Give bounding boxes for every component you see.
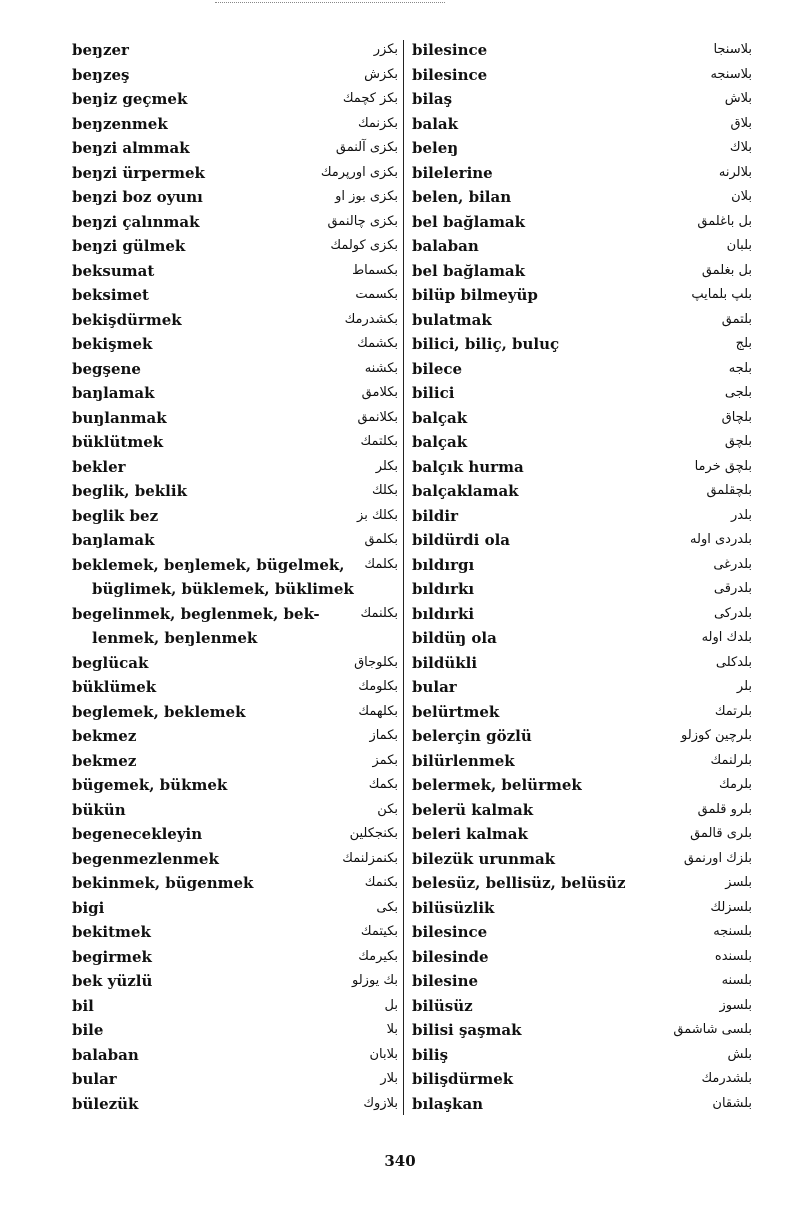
entry-latin: bekmez bbox=[72, 727, 137, 745]
entry-arabic: بکزنمك bbox=[357, 115, 398, 131]
dictionary-entry bbox=[72, 798, 398, 823]
dictionary-entry bbox=[72, 749, 398, 774]
entry-latin: begenecekleyin bbox=[72, 825, 203, 843]
dictionary-entry bbox=[412, 161, 752, 186]
dictionary-entry bbox=[72, 920, 398, 945]
entry-latin: bilaş bbox=[412, 90, 453, 108]
dictionary-entry bbox=[412, 38, 752, 63]
entry-arabic: بکزی اورپرمك bbox=[320, 164, 398, 180]
entry-latin: beglemek, beklemek bbox=[72, 702, 246, 721]
entry-arabic: بکی bbox=[376, 899, 398, 915]
entry-latin: bilece bbox=[412, 359, 463, 378]
entry-latin: beŋzenmek bbox=[72, 114, 168, 133]
entry-latin: bekişdürmek bbox=[72, 310, 182, 329]
entry-latin: beŋzi çalınmak bbox=[72, 212, 200, 231]
entry-latin: begşene bbox=[72, 359, 141, 378]
entry-arabic: بکیتمك bbox=[360, 924, 398, 939]
entry-latin: balçak bbox=[412, 408, 468, 427]
dictionary-entry bbox=[72, 259, 398, 284]
entry-latin: balaban bbox=[412, 237, 479, 255]
dictionary-entry bbox=[72, 822, 398, 847]
entry-latin: beŋzi gülmek bbox=[72, 237, 186, 255]
entry-latin: bile bbox=[72, 1021, 104, 1039]
entry-latin: bilesince bbox=[412, 65, 488, 84]
dictionary-entry bbox=[72, 406, 398, 431]
entry-latin: belermek, belürmek bbox=[412, 776, 582, 794]
entry-arabic: بلسی شاشمق bbox=[673, 1022, 752, 1037]
entry-latin: bilüp bilmeyüp bbox=[412, 286, 538, 304]
dictionary-entry bbox=[72, 847, 398, 872]
entry-latin: bükün bbox=[72, 800, 126, 819]
entry-latin: bildir bbox=[412, 506, 458, 525]
dictionary-entry bbox=[72, 969, 398, 994]
dictionary-entry bbox=[72, 161, 398, 186]
entry-arabic: بلجه bbox=[728, 360, 752, 376]
dictionary-entry bbox=[412, 822, 752, 847]
entry-latin: beŋiz geçmek bbox=[72, 90, 188, 108]
entry-latin: baŋlamak bbox=[72, 531, 155, 549]
dictionary-entry bbox=[72, 896, 398, 921]
dictionary-entry bbox=[72, 112, 398, 137]
entry-arabic: بکسمت bbox=[355, 287, 398, 302]
dictionary-entry bbox=[412, 896, 752, 921]
dictionary-entry bbox=[72, 87, 398, 112]
dictionary-entry bbox=[412, 528, 752, 553]
dictionary-entry bbox=[72, 626, 398, 651]
entry-arabic: بلبان bbox=[726, 238, 752, 253]
entry-arabic: بلر bbox=[736, 679, 752, 694]
entry-latin: beleri kalmak bbox=[412, 825, 528, 843]
entry-latin: bilezük urunmak bbox=[412, 849, 556, 868]
dictionary-entry bbox=[72, 675, 398, 700]
entry-latin: beŋzi ürpermek bbox=[72, 163, 205, 182]
entry-arabic: بکزی بوز او bbox=[335, 189, 398, 204]
entry-latin: belen, bilan bbox=[412, 188, 512, 206]
entry-latin: bigi bbox=[72, 898, 105, 917]
dictionary-entry bbox=[72, 700, 398, 725]
dictionary-entry bbox=[412, 1043, 752, 1068]
entry-latin: beksumat bbox=[72, 261, 155, 280]
entry-arabic: بکلوجاق bbox=[354, 654, 398, 670]
dictionary-entry bbox=[412, 63, 752, 88]
dictionary-entry bbox=[412, 234, 752, 259]
entry-latin: beksimet bbox=[72, 286, 149, 304]
entry-arabic: بل بغلمق bbox=[701, 262, 752, 278]
dictionary-entry bbox=[72, 1092, 398, 1117]
entry-arabic: بلسوز bbox=[719, 997, 752, 1013]
entry-arabic: بلدر bbox=[730, 507, 752, 523]
entry-arabic: بلشقان bbox=[712, 1095, 752, 1111]
entry-latin: bilelerine bbox=[412, 163, 493, 182]
entry-arabic: بلاسنجه bbox=[710, 66, 752, 82]
dictionary-entry bbox=[412, 357, 752, 382]
entry-latin: bildürdi ola bbox=[412, 531, 511, 549]
dictionary-entry bbox=[72, 1043, 398, 1068]
entry-arabic: بکلتمك bbox=[360, 434, 398, 449]
entry-arabic: بلابان bbox=[369, 1046, 398, 1062]
entry-latin: bılaşkan bbox=[412, 1094, 484, 1113]
dictionary-entry bbox=[72, 1067, 398, 1092]
entry-latin: büglimek, büklemek, büklimek bbox=[92, 580, 354, 598]
entry-arabic: بلسنجه bbox=[713, 924, 752, 939]
entry-latin: beklemek, beŋlemek, bügelmek, bbox=[72, 555, 345, 574]
dictionary-entry bbox=[412, 504, 752, 529]
entry-arabic: بك یوزلو bbox=[352, 973, 398, 988]
entry-latin: bek yüzlü bbox=[72, 972, 153, 990]
entry-arabic: بکیرمك bbox=[358, 948, 398, 964]
entry-arabic: بکز کچمك bbox=[342, 91, 398, 106]
entry-latin: bilesine bbox=[412, 972, 479, 990]
dictionary-entry bbox=[412, 773, 752, 798]
entry-latin: bular bbox=[412, 678, 457, 696]
dictionary-entry bbox=[72, 602, 398, 627]
entry-arabic: بلچق bbox=[724, 434, 752, 449]
entry-arabic: بلا bbox=[386, 1022, 398, 1037]
entry-arabic: بلاك bbox=[729, 140, 752, 155]
entry-latin: bular bbox=[72, 1070, 117, 1088]
dictionary-entry bbox=[72, 651, 398, 676]
entry-arabic: بکنمزلنمك bbox=[342, 850, 398, 866]
dictionary-entry bbox=[412, 1092, 752, 1117]
entry-latin: bilesince bbox=[412, 41, 488, 59]
entry-arabic: بکسماط bbox=[352, 262, 398, 278]
dictionary-entry bbox=[72, 479, 398, 504]
dictionary-entry bbox=[72, 871, 398, 896]
entry-arabic: بکزی آلنمق bbox=[335, 140, 398, 155]
dictionary-entry bbox=[412, 1018, 752, 1043]
entry-latin: bekitmek bbox=[72, 923, 151, 941]
entry-latin: belesüz, bellisüz, belüsüz bbox=[412, 874, 626, 892]
entry-arabic: بلازوك bbox=[363, 1095, 398, 1111]
dictionary-entry bbox=[412, 675, 752, 700]
entry-arabic: بکمز bbox=[372, 752, 398, 768]
entry-arabic: بل bbox=[384, 997, 398, 1013]
entry-latin: beŋzi boz oyunı bbox=[72, 188, 203, 206]
dictionary-entry bbox=[412, 577, 752, 602]
dictionary-entry bbox=[412, 381, 752, 406]
entry-arabic: بلان bbox=[731, 189, 752, 204]
entry-arabic: بکشدرمك bbox=[344, 311, 398, 327]
dictionary-entry bbox=[72, 773, 398, 798]
dictionary-entry bbox=[72, 504, 398, 529]
dictionary-entry bbox=[412, 430, 752, 455]
dictionary-entry bbox=[72, 136, 398, 161]
entry-arabic: بکشنه bbox=[364, 360, 398, 376]
entry-arabic: بلجی bbox=[724, 385, 752, 400]
entry-arabic: بلدردی اوله bbox=[690, 532, 752, 547]
dictionary-entry bbox=[72, 234, 398, 259]
dictionary-entry bbox=[412, 798, 752, 823]
dictionary-entry bbox=[72, 357, 398, 382]
entry-latin: bilüsüzlik bbox=[412, 898, 495, 917]
column-divider bbox=[403, 40, 404, 1115]
entry-latin: bıldırki bbox=[412, 604, 475, 623]
entry-latin: bilesince bbox=[412, 923, 488, 941]
entry-arabic: بلپ بلمایپ bbox=[691, 287, 752, 302]
entry-latin: bilürlenmek bbox=[412, 751, 515, 770]
entry-arabic: بکن bbox=[377, 801, 398, 817]
entry-latin: büklümek bbox=[72, 678, 157, 696]
dictionary-entry bbox=[72, 455, 398, 480]
entry-latin: beleŋ bbox=[412, 139, 459, 157]
entry-arabic: بکلمك bbox=[364, 556, 398, 572]
dictionary-entry bbox=[412, 602, 752, 627]
dictionary-entry bbox=[72, 210, 398, 235]
dictionary-entry bbox=[72, 332, 398, 357]
dictionary-entry bbox=[72, 945, 398, 970]
entry-arabic: بکلانمق bbox=[357, 409, 398, 425]
entry-latin: bilesinde bbox=[412, 947, 489, 966]
entry-arabic: بلسنده bbox=[714, 948, 752, 964]
entry-arabic: بلدکلی bbox=[715, 654, 752, 670]
entry-arabic: بلاسنجا bbox=[713, 42, 752, 57]
entry-latin: bilisi şaşmak bbox=[412, 1021, 522, 1039]
entry-latin: begelinmek, beglenmek, bek- bbox=[72, 604, 320, 623]
entry-arabic: بکلهمك bbox=[358, 703, 398, 719]
dictionary-entry bbox=[412, 406, 752, 431]
entry-arabic: بلشدرمك bbox=[701, 1071, 752, 1086]
page-number: 340 bbox=[384, 1152, 416, 1170]
entry-latin: belürtmek bbox=[412, 702, 500, 721]
entry-arabic: بلرو قلمق bbox=[697, 801, 752, 817]
entry-arabic: بکنمك bbox=[364, 875, 398, 890]
dictionary-entry bbox=[72, 308, 398, 333]
dictionary-entry bbox=[412, 455, 752, 480]
entry-latin: bildüŋ ola bbox=[412, 629, 497, 647]
dictionary-entry bbox=[412, 308, 752, 333]
dictionary-entry bbox=[72, 553, 398, 578]
entry-latin: begenmezlenmek bbox=[72, 849, 219, 868]
entry-latin: bekinmek, bügenmek bbox=[72, 874, 254, 892]
entry-arabic: بلزك اورنمق bbox=[683, 850, 752, 866]
entry-arabic: بلدك اوله bbox=[701, 630, 752, 645]
entry-latin: balak bbox=[412, 114, 459, 133]
entry-arabic: بکزی کولمك bbox=[330, 238, 398, 253]
dictionary-entry bbox=[72, 528, 398, 553]
dictionary-entry bbox=[412, 724, 752, 749]
entry-latin: beglik, beklik bbox=[72, 482, 187, 500]
entry-latin: balçak bbox=[412, 433, 468, 451]
entry-arabic: بلرچین کوزلو bbox=[681, 728, 752, 743]
dictionary-entry bbox=[72, 185, 398, 210]
dictionary-entry bbox=[412, 626, 752, 651]
dictionary-entry bbox=[412, 871, 752, 896]
entry-arabic: بکلومك bbox=[358, 679, 398, 694]
entry-arabic: بلاش bbox=[724, 91, 752, 106]
entry-latin: bıldırgı bbox=[412, 555, 475, 574]
dictionary-entry bbox=[412, 749, 752, 774]
entry-latin: beŋzer bbox=[72, 41, 129, 59]
dictionary-entry bbox=[412, 847, 752, 872]
entry-latin: bilici, biliç, buluç bbox=[412, 335, 560, 353]
entry-latin: bulatmak bbox=[412, 310, 492, 329]
entry-latin: bügemek, bükmek bbox=[72, 776, 228, 794]
entry-latin: bekler bbox=[72, 457, 126, 476]
dictionary-entry bbox=[412, 700, 752, 725]
entry-latin: bel bağlamak bbox=[412, 212, 526, 231]
entry-latin: lenmek, beŋlenmek bbox=[92, 629, 258, 647]
entry-latin: bekişmek bbox=[72, 335, 153, 353]
entry-arabic: بکلك bbox=[371, 483, 398, 498]
entry-arabic: بلدرغی bbox=[713, 556, 752, 572]
dictionary-entry bbox=[412, 479, 752, 504]
entry-arabic: بکزش bbox=[364, 66, 398, 82]
dictionary-entry bbox=[412, 185, 752, 210]
entry-latin: buŋlanmak bbox=[72, 408, 167, 427]
entry-arabic: بلاق bbox=[730, 115, 752, 131]
entry-latin: bildükli bbox=[412, 653, 478, 672]
entry-arabic: بلرلنمك bbox=[710, 752, 752, 768]
dictionary-entry bbox=[412, 945, 752, 970]
entry-latin: beŋzi almmak bbox=[72, 139, 190, 157]
entry-arabic: بلرتمك bbox=[714, 703, 752, 719]
entry-arabic: بکلامق bbox=[361, 385, 398, 400]
entry-arabic: بکلر bbox=[375, 458, 398, 474]
entry-latin: baŋlamak bbox=[72, 384, 155, 402]
entry-arabic: بلچاق bbox=[721, 409, 752, 425]
entry-arabic: بکلنمك bbox=[360, 605, 398, 621]
dictionary-entry bbox=[412, 87, 752, 112]
entry-latin: balaban bbox=[72, 1045, 139, 1064]
dictionary-entry bbox=[412, 283, 752, 308]
entry-latin: büklütmek bbox=[72, 433, 164, 451]
entry-latin: beglik bez bbox=[72, 506, 159, 525]
dictionary-entry bbox=[72, 381, 398, 406]
dictionary-entry bbox=[412, 651, 752, 676]
dictionary-entry bbox=[412, 994, 752, 1019]
entry-arabic: بکزی چالنمق bbox=[327, 213, 398, 229]
entry-arabic: بکزر bbox=[373, 42, 398, 57]
entry-arabic: بلسزلك bbox=[710, 899, 752, 915]
dictionary-entry bbox=[72, 577, 398, 602]
entry-arabic: بلرمك bbox=[718, 777, 752, 792]
dictionary-entry bbox=[72, 38, 398, 63]
entry-arabic: بکشمك bbox=[357, 336, 398, 351]
entry-latin: bilişdürmek bbox=[412, 1070, 514, 1088]
entry-arabic: بلدرکی bbox=[713, 605, 752, 621]
dictionary-entry bbox=[412, 259, 752, 284]
entry-latin: bilüsüz bbox=[412, 996, 473, 1015]
entry-arabic: بلچق خرما bbox=[694, 458, 752, 474]
dictionary-entry bbox=[72, 283, 398, 308]
dictionary-entry bbox=[72, 430, 398, 455]
dictionary-entry bbox=[412, 332, 752, 357]
entry-arabic: بکمك bbox=[368, 777, 398, 792]
right-column bbox=[412, 38, 752, 1116]
entry-latin: bil bbox=[72, 996, 94, 1015]
entry-arabic: بلچقلمق bbox=[706, 483, 752, 498]
entry-latin: balçık hurma bbox=[412, 457, 524, 476]
entry-latin: bülezük bbox=[72, 1094, 139, 1113]
entry-arabic: بلسز bbox=[725, 875, 752, 890]
entry-latin: bıldırkı bbox=[412, 580, 475, 598]
dictionary-entry bbox=[412, 1067, 752, 1092]
dictionary-entry bbox=[412, 210, 752, 235]
entry-arabic: بکلمق bbox=[364, 532, 398, 547]
entry-arabic: بلج bbox=[735, 336, 752, 351]
entry-latin: belerçin gözlü bbox=[412, 727, 532, 745]
dictionary-entry bbox=[412, 136, 752, 161]
entry-latin: belerü kalmak bbox=[412, 800, 534, 819]
entry-latin: begirmek bbox=[72, 947, 152, 966]
entry-arabic: بلری قالمق bbox=[690, 826, 752, 841]
entry-latin: beŋzeş bbox=[72, 65, 130, 84]
entry-arabic: بلدرقی bbox=[713, 581, 752, 596]
dictionary-entry bbox=[412, 920, 752, 945]
left-column bbox=[72, 38, 398, 1116]
entry-arabic: بلار bbox=[380, 1071, 398, 1086]
dictionary-entry bbox=[412, 112, 752, 137]
entry-latin: bel bağlamak bbox=[412, 261, 526, 280]
entry-arabic: بلالرنه bbox=[718, 164, 752, 180]
entry-arabic: بکماز bbox=[369, 728, 398, 743]
entry-arabic: بل باغلمق bbox=[697, 213, 752, 229]
entry-arabic: بلتمق bbox=[721, 311, 752, 327]
dictionary-entry bbox=[412, 553, 752, 578]
entry-latin: bekmez bbox=[72, 751, 137, 770]
entry-arabic: بلسنه bbox=[721, 973, 752, 988]
dictionary-entry bbox=[72, 63, 398, 88]
entry-arabic: بلش bbox=[727, 1046, 752, 1062]
entry-latin: biliş bbox=[412, 1045, 449, 1064]
dictionary-entry bbox=[72, 1018, 398, 1043]
entry-latin: beglücak bbox=[72, 653, 149, 672]
entry-latin: bilici bbox=[412, 384, 455, 402]
dictionary-entry bbox=[412, 969, 752, 994]
entry-arabic: بکلك بز bbox=[357, 507, 398, 523]
entry-latin: balçaklamak bbox=[412, 482, 519, 500]
dictionary-entry bbox=[72, 994, 398, 1019]
dictionary-entry bbox=[72, 724, 398, 749]
entry-arabic: بکنجکلین bbox=[349, 826, 398, 841]
top-rule bbox=[215, 2, 445, 6]
